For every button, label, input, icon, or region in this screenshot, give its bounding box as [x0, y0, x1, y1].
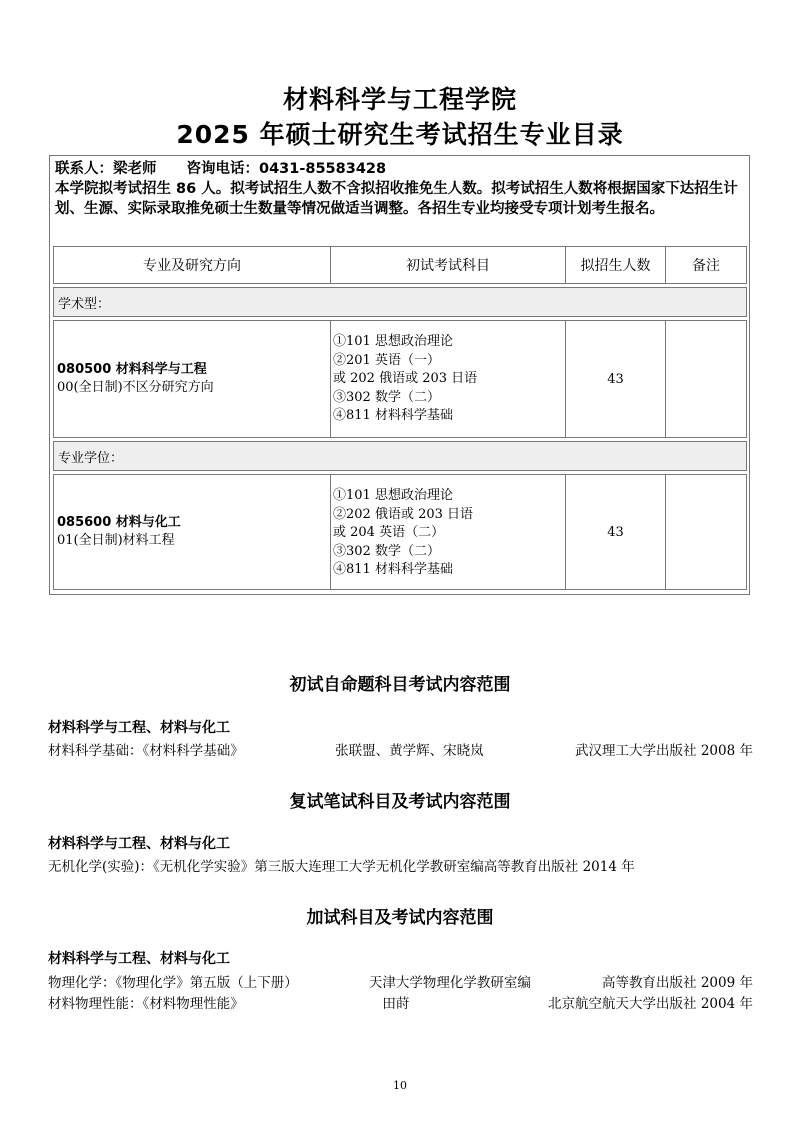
- subject-item: ②202 俄语或 203 日语: [333, 506, 474, 522]
- subject-item: ④811 材料科学基础: [333, 408, 453, 423]
- subject-item: ③302 数学（二）: [333, 389, 440, 405]
- book-publisher: 高等教育出版社 2009 年: [602, 975, 753, 991]
- book-title: 材料物理性能：《材料物理性能》: [48, 996, 244, 1012]
- retest-group: 材料科学与工程、材料与化工: [48, 836, 230, 852]
- book-publisher: 北京航空航天大学出版社 2004 年: [548, 996, 753, 1012]
- book-publisher: 武汉理工大学出版社 2008 年: [575, 743, 753, 759]
- subject-item: ④811 材料科学基础: [333, 562, 453, 577]
- col-header-remark: 备注: [665, 246, 747, 284]
- book-title: 物理化学：《物理化学》第五版（上下册）: [48, 975, 298, 991]
- major-code-name: 080500 材料科学与工程: [57, 362, 207, 377]
- subject-item: ②201 英语（一）: [333, 352, 440, 368]
- retest-book-line: 无机化学(实验)：《无机化学实验》第三版大连理工大学无机化学教研室编高等教育出版社 2014 年: [48, 859, 635, 875]
- enrollment-count: 43: [565, 474, 666, 590]
- research-direction: 00(全日制)不区分研究方向: [57, 380, 214, 395]
- additional-book-line: [48, 971, 753, 991]
- contact-person: 联系人：梁老师: [55, 161, 157, 177]
- table-row-academic-major: [53, 320, 331, 438]
- section-professional-label: 专业学位：: [53, 441, 747, 471]
- enrollment-notice: 本学院拟考试招生 86 人。拟考试招生人数不含拟招收推免生人数。拟考试招生人数将根据国家下达招生计划、生源、实际录取推免硕士生数量等情况做适当调整。各招生专业均接受专项计划考生报名。: [55, 181, 738, 217]
- subject-item: ①101 思想政治理论: [333, 334, 453, 349]
- subject-item: ①101 思想政治理论: [333, 488, 453, 503]
- remark-cell: [665, 320, 747, 438]
- additional-book-line: [48, 992, 753, 1012]
- book-author: 田莳: [382, 996, 410, 1012]
- book-title: 材料科学基础：《材料科学基础》: [48, 743, 244, 759]
- enrollment-count: 43: [565, 320, 666, 438]
- col-header-enrollment: 拟招生人数: [565, 246, 666, 284]
- initial-exam-heading: 初试自命题科目考试内容范围: [289, 675, 511, 695]
- subject-item: 或 204 英语（二）: [333, 525, 445, 540]
- col-header-major: 专业及研究方向: [53, 246, 331, 284]
- col-header-subjects: 初试考试科目: [330, 246, 566, 284]
- contact-phone: 咨询电话：0431-85583428: [186, 161, 387, 177]
- catalog-title: 2025 年硕士研究生考试招生专业目录: [176, 120, 624, 149]
- research-direction: 01(全日制)材料工程: [57, 533, 175, 548]
- page-number: 10: [393, 1079, 407, 1092]
- subject-item: ③302 数学（二）: [333, 543, 440, 559]
- exam-subjects: [330, 320, 566, 438]
- initial-exam-book-line: [48, 739, 753, 759]
- additional-group: 材料科学与工程、材料与化工: [48, 951, 230, 967]
- retest-heading: 复试笔试科目及考试内容范围: [289, 792, 511, 812]
- remark-cell: [665, 474, 747, 590]
- subject-item: 或 202 俄语或 203 日语: [333, 371, 478, 386]
- catalog-table-box: [49, 155, 750, 595]
- table-row-professional-major: [53, 474, 331, 590]
- section-academic-label: 学术型：: [53, 287, 747, 317]
- initial-exam-group: 材料科学与工程、材料与化工: [48, 720, 230, 736]
- book-author: 天津大学物理化学教研室编: [368, 975, 531, 991]
- contact-line: [55, 159, 745, 179]
- intro-block: [55, 159, 745, 219]
- exam-subjects: [330, 474, 566, 590]
- book-author: 张联盟、黄学辉、宋晓岚: [335, 743, 484, 759]
- major-code-name: 085600 材料与化工: [57, 515, 181, 530]
- additional-heading: 加试科目及考试内容范围: [306, 908, 494, 928]
- college-title: 材料科学与工程学院: [282, 85, 517, 114]
